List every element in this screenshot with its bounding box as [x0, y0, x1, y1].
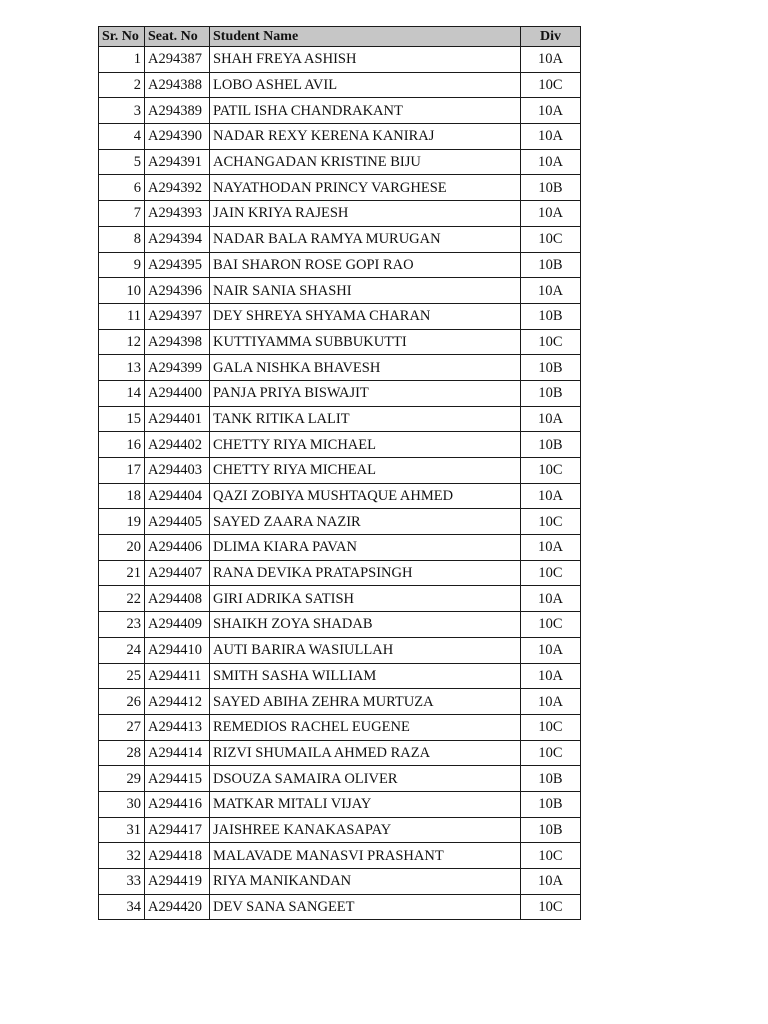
- seat-no-cell: A294395: [145, 252, 210, 278]
- div-cell: 10C: [521, 843, 581, 869]
- student-name-cell: MATKAR MITALI VIJAY: [210, 791, 521, 817]
- div-cell: 10A: [521, 406, 581, 432]
- seat-no-cell: A294408: [145, 586, 210, 612]
- sr-no-cell: 25: [99, 663, 145, 689]
- div-cell: 10C: [521, 714, 581, 740]
- seat-no-cell: A294418: [145, 843, 210, 869]
- sr-no-cell: 33: [99, 869, 145, 895]
- table-row: [99, 843, 581, 869]
- student-name-cell: MALAVADE MANASVI PRASHANT: [210, 843, 521, 869]
- student-name-cell: CHETTY RIYA MICHAEL: [210, 432, 521, 458]
- table-body: [99, 47, 581, 920]
- student-name-cell: SHAH FREYA ASHISH: [210, 47, 521, 73]
- sr-no-cell: 29: [99, 766, 145, 792]
- div-cell: 10B: [521, 175, 581, 201]
- seat-no-cell: A294391: [145, 149, 210, 175]
- div-cell: 10B: [521, 303, 581, 329]
- sr-no-cell: 9: [99, 252, 145, 278]
- student-name-cell: REMEDIOS RACHEL EUGENE: [210, 714, 521, 740]
- seat-no-cell: A294405: [145, 509, 210, 535]
- student-name-cell: DEV SANA SANGEET: [210, 894, 521, 920]
- sr-no-cell: 14: [99, 380, 145, 406]
- seat-no-cell: A294389: [145, 98, 210, 124]
- table-row: [99, 329, 581, 355]
- table-row: [99, 766, 581, 792]
- sr-no-cell: 10: [99, 278, 145, 304]
- student-name-cell: JAIN KRIYA RAJESH: [210, 201, 521, 227]
- div-cell: 10C: [521, 329, 581, 355]
- div-cell: 10B: [521, 380, 581, 406]
- seat-no-cell: A294417: [145, 817, 210, 843]
- student-list-table: [98, 26, 581, 920]
- student-name-cell: SHAIKH ZOYA SHADAB: [210, 612, 521, 638]
- student-name-cell: AUTI BARIRA WASIULLAH: [210, 637, 521, 663]
- div-cell: 10A: [521, 637, 581, 663]
- div-cell: 10C: [521, 560, 581, 586]
- student-name-cell: GIRI ADRIKA SATISH: [210, 586, 521, 612]
- table-row: [99, 586, 581, 612]
- student-name-cell: RANA DEVIKA PRATAPSINGH: [210, 560, 521, 586]
- div-cell: 10C: [521, 894, 581, 920]
- sr-no-cell: 26: [99, 689, 145, 715]
- sr-no-cell: 5: [99, 149, 145, 175]
- sr-no-cell: 20: [99, 535, 145, 561]
- sr-no-cell: 16: [99, 432, 145, 458]
- sr-no-cell: 34: [99, 894, 145, 920]
- seat-no-cell: A294419: [145, 869, 210, 895]
- div-cell: 10A: [521, 47, 581, 73]
- table-row: [99, 380, 581, 406]
- sr-no-cell: 19: [99, 509, 145, 535]
- seat-no-cell: A294392: [145, 175, 210, 201]
- div-cell: 10B: [521, 355, 581, 381]
- div-cell: 10C: [521, 509, 581, 535]
- seat-no-cell: A294401: [145, 406, 210, 432]
- table-row: [99, 689, 581, 715]
- seat-no-cell: A294404: [145, 483, 210, 509]
- seat-no-cell: A294390: [145, 124, 210, 150]
- student-name-cell: DLIMA KIARA PAVAN: [210, 535, 521, 561]
- div-cell: 10C: [521, 226, 581, 252]
- seat-no-cell: A294415: [145, 766, 210, 792]
- table-row: [99, 175, 581, 201]
- table-row: [99, 535, 581, 561]
- div-cell: 10B: [521, 252, 581, 278]
- div-cell: 10B: [521, 817, 581, 843]
- student-name-cell: SMITH SASHA WILLIAM: [210, 663, 521, 689]
- table-row: [99, 98, 581, 124]
- div-cell: 10A: [521, 689, 581, 715]
- seat-no-cell: A294394: [145, 226, 210, 252]
- table-row: [99, 47, 581, 73]
- div-cell: 10C: [521, 740, 581, 766]
- seat-no-cell: A294388: [145, 72, 210, 98]
- div-cell: 10B: [521, 791, 581, 817]
- seat-no-cell: A294407: [145, 560, 210, 586]
- sr-no-cell: 21: [99, 560, 145, 586]
- table-row: [99, 149, 581, 175]
- student-name-cell: BAI SHARON ROSE GOPI RAO: [210, 252, 521, 278]
- student-name-cell: NADAR REXY KERENA KANIRAJ: [210, 124, 521, 150]
- div-cell: 10A: [521, 201, 581, 227]
- seat-no-cell: A294397: [145, 303, 210, 329]
- student-name-cell: DSOUZA SAMAIRA OLIVER: [210, 766, 521, 792]
- table-row: [99, 278, 581, 304]
- student-name-cell: KUTTIYAMMA SUBBUKUTTI: [210, 329, 521, 355]
- seat-no-cell: A294413: [145, 714, 210, 740]
- table-row: [99, 869, 581, 895]
- table-row: [99, 817, 581, 843]
- table-row: [99, 894, 581, 920]
- student-name-cell: PATIL ISHA CHANDRAKANT: [210, 98, 521, 124]
- header-row: [99, 27, 581, 47]
- div-cell: 10A: [521, 98, 581, 124]
- table-row: [99, 612, 581, 638]
- sr-no-cell: 12: [99, 329, 145, 355]
- header-student-name: Student Name: [210, 27, 521, 47]
- div-cell: 10A: [521, 149, 581, 175]
- student-name-cell: JAISHREE KANAKASAPAY: [210, 817, 521, 843]
- student-name-cell: LOBO ASHEL AVIL: [210, 72, 521, 98]
- sr-no-cell: 13: [99, 355, 145, 381]
- div-cell: 10B: [521, 432, 581, 458]
- sr-no-cell: 11: [99, 303, 145, 329]
- seat-no-cell: A294402: [145, 432, 210, 458]
- header-seat-no: Seat. No: [145, 27, 210, 47]
- student-name-cell: RIZVI SHUMAILA AHMED RAZA: [210, 740, 521, 766]
- table-row: [99, 663, 581, 689]
- student-name-cell: NAIR SANIA SHASHI: [210, 278, 521, 304]
- table-row: [99, 483, 581, 509]
- seat-no-cell: A294410: [145, 637, 210, 663]
- sr-no-cell: 22: [99, 586, 145, 612]
- seat-no-cell: A294414: [145, 740, 210, 766]
- table-row: [99, 124, 581, 150]
- table-row: [99, 72, 581, 98]
- table-row: [99, 458, 581, 484]
- table-row: [99, 252, 581, 278]
- seat-no-cell: A294398: [145, 329, 210, 355]
- div-cell: 10A: [521, 586, 581, 612]
- table-row: [99, 791, 581, 817]
- student-name-cell: QAZI ZOBIYA MUSHTAQUE AHMED: [210, 483, 521, 509]
- seat-no-cell: A294399: [145, 355, 210, 381]
- seat-no-cell: A294406: [145, 535, 210, 561]
- seat-no-cell: A294396: [145, 278, 210, 304]
- div-cell: 10C: [521, 612, 581, 638]
- div-cell: 10A: [521, 663, 581, 689]
- table-row: [99, 303, 581, 329]
- div-cell: 10A: [521, 535, 581, 561]
- table-row: [99, 432, 581, 458]
- student-name-cell: SAYED ABIHA ZEHRA MURTUZA: [210, 689, 521, 715]
- header-div: Div: [521, 27, 581, 47]
- table-header: [99, 27, 581, 47]
- div-cell: 10A: [521, 869, 581, 895]
- sr-no-cell: 3: [99, 98, 145, 124]
- table-row: [99, 637, 581, 663]
- sr-no-cell: 1: [99, 47, 145, 73]
- student-name-cell: DEY SHREYA SHYAMA CHARAN: [210, 303, 521, 329]
- sr-no-cell: 23: [99, 612, 145, 638]
- table-row: [99, 560, 581, 586]
- student-name-cell: GALA NISHKA BHAVESH: [210, 355, 521, 381]
- student-name-cell: SAYED ZAARA NAZIR: [210, 509, 521, 535]
- table-row: [99, 226, 581, 252]
- student-name-cell: PANJA PRIYA BISWAJIT: [210, 380, 521, 406]
- sr-no-cell: 28: [99, 740, 145, 766]
- seat-no-cell: A294387: [145, 47, 210, 73]
- sr-no-cell: 7: [99, 201, 145, 227]
- seat-no-cell: A294411: [145, 663, 210, 689]
- div-cell: 10A: [521, 278, 581, 304]
- div-cell: 10C: [521, 458, 581, 484]
- student-name-cell: NAYATHODAN PRINCY VARGHESE: [210, 175, 521, 201]
- sr-no-cell: 30: [99, 791, 145, 817]
- sr-no-cell: 2: [99, 72, 145, 98]
- seat-no-cell: A294400: [145, 380, 210, 406]
- div-cell: 10C: [521, 72, 581, 98]
- student-name-cell: RIYA MANIKANDAN: [210, 869, 521, 895]
- seat-no-cell: A294409: [145, 612, 210, 638]
- sr-no-cell: 32: [99, 843, 145, 869]
- sr-no-cell: 8: [99, 226, 145, 252]
- table-row: [99, 740, 581, 766]
- table-row: [99, 355, 581, 381]
- sr-no-cell: 31: [99, 817, 145, 843]
- student-name-cell: TANK RITIKA LALIT: [210, 406, 521, 432]
- div-cell: 10A: [521, 124, 581, 150]
- sr-no-cell: 17: [99, 458, 145, 484]
- sr-no-cell: 24: [99, 637, 145, 663]
- student-name-cell: CHETTY RIYA MICHEAL: [210, 458, 521, 484]
- seat-no-cell: A294412: [145, 689, 210, 715]
- table-row: [99, 406, 581, 432]
- sr-no-cell: 27: [99, 714, 145, 740]
- div-cell: 10A: [521, 483, 581, 509]
- seat-no-cell: A294416: [145, 791, 210, 817]
- div-cell: 10B: [521, 766, 581, 792]
- student-name-cell: ACHANGADAN KRISTINE BIJU: [210, 149, 521, 175]
- sr-no-cell: 18: [99, 483, 145, 509]
- sr-no-cell: 4: [99, 124, 145, 150]
- sr-no-cell: 15: [99, 406, 145, 432]
- seat-no-cell: A294403: [145, 458, 210, 484]
- seat-no-cell: A294393: [145, 201, 210, 227]
- table-row: [99, 714, 581, 740]
- table-row: [99, 201, 581, 227]
- seat-no-cell: A294420: [145, 894, 210, 920]
- student-name-cell: NADAR BALA RAMYA MURUGAN: [210, 226, 521, 252]
- table-row: [99, 509, 581, 535]
- header-sr-no: Sr. No: [99, 27, 145, 47]
- sr-no-cell: 6: [99, 175, 145, 201]
